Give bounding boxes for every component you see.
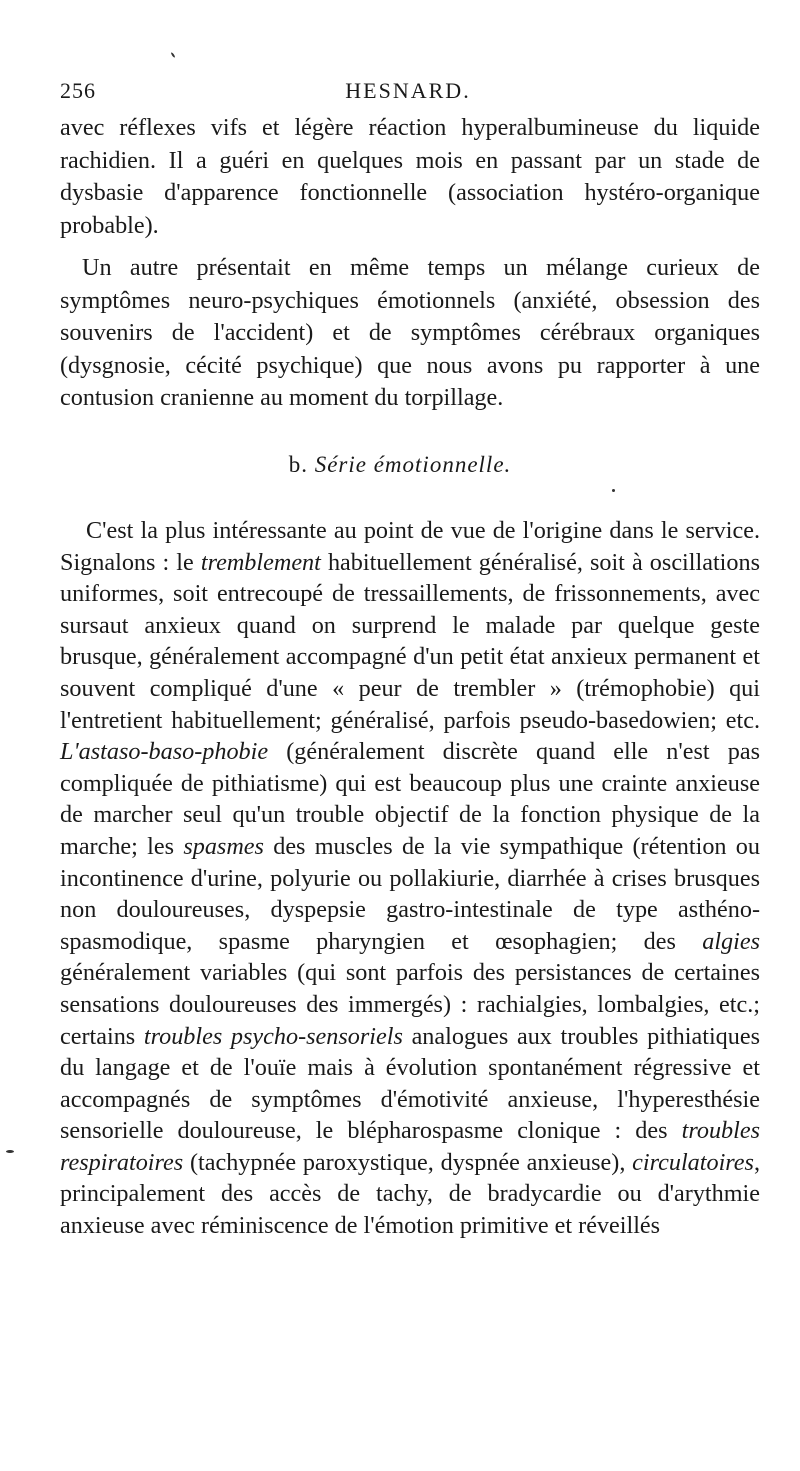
page-header [60,78,756,108]
italic-term: troubles respiratoires [60,1117,760,1176]
text-run: (tachypnée paroxystique, dyspnée anxieuse), [183,1148,633,1176]
ink-speck [612,489,615,492]
text-run: généralement variables (qui sont parfois des persistances de certaines sensations douloureuses des immergés) : rachialgies, lombalgies, etc.; certains [60,959,760,1050]
italic-term: circulatoires [632,1148,754,1176]
ink-speck [170,52,175,58]
text-run: C'est la plus intéressante au point de vue de l'origine dans le service. Signalons : le [60,517,760,576]
page-number: 256 [60,78,96,103]
italic-term: spasmes [183,832,264,860]
section-letter: b. [288,452,308,477]
paragraph-emotional-series [60,515,760,1242]
text-run: des muscles de la vie sympathique (rétention ou incontinence d'urine, polyurie ou pollakiurie, diarrhée à crises brusques non douloureuses, dyspepsie gastro-intestinale de type asthéno-spasmodique, spasme pharyngien et œsophagien; des [60,832,760,955]
section-heading [0,452,800,478]
paragraph-second-case: Un autre présentait en même temps un mélange curieux de symptômes neuro-psychiques émotionnels (anxiété, obsession des souvenirs de l'accident) et de symptômes cérébraux organiques (dysgnosie, cécité psychique) que nous avons pu rapporter à une contusion cranienne au moment du torpillage. [60,254,760,411]
text-run: habituellement généralisé, soit à oscillations uniformes, soit entrecoupé de tressaillements, de frissonnements, avec sursaut anxieux quand on surprend le malade par quelque geste brusque, généralement accompagné d'un petit état anxieux permanent et souvent compliqué d'une « peur de trembler » (trémophobie) qui l'entretient habituellement; généralisé, parfois pseudo-basedowien; etc. [60,548,760,734]
text-run: , principalement des accès de tachy, de bradycardie ou d'arythmie anxieuse avec réminiscence de l'émotion primitive et réveillés [60,1148,760,1240]
paragraph-continued: avec réflexes vifs et légère réaction hyperalbumineuse du liquide rachidien. Il a guéri en quelques mois en passant par un stade de dysbasie d'apparence fonctionnelle (association hystéro-organique probable). [60,114,760,239]
text-run: (généralement discrète quand elle n'est pas compliquée de pithiatisme) qui est beaucoup plus une crainte anxieuse de marcher seul qu'un trouble objectif de la fonction physique de la marche; les [60,738,760,860]
running-head: HESNARD. [345,78,471,103]
italic-term: L'astaso-baso-phobie [60,738,269,766]
ink-speck [6,1150,14,1153]
italic-term: algies [702,927,760,955]
italic-term: troubles psycho-sensoriels [143,1022,403,1050]
section-title: Série émotionnelle. [314,452,512,477]
text-run: analogues aux troubles pithiatiques du langage et de l'ouïe mais à évolution spontanément régressive et accompagnés de symptômes d'émotivité anxieuse, l'hyperesthésie sensorielle douloureuse, le blépharospasme clonique : des [60,1022,760,1145]
italic-term: tremblement [200,548,321,576]
